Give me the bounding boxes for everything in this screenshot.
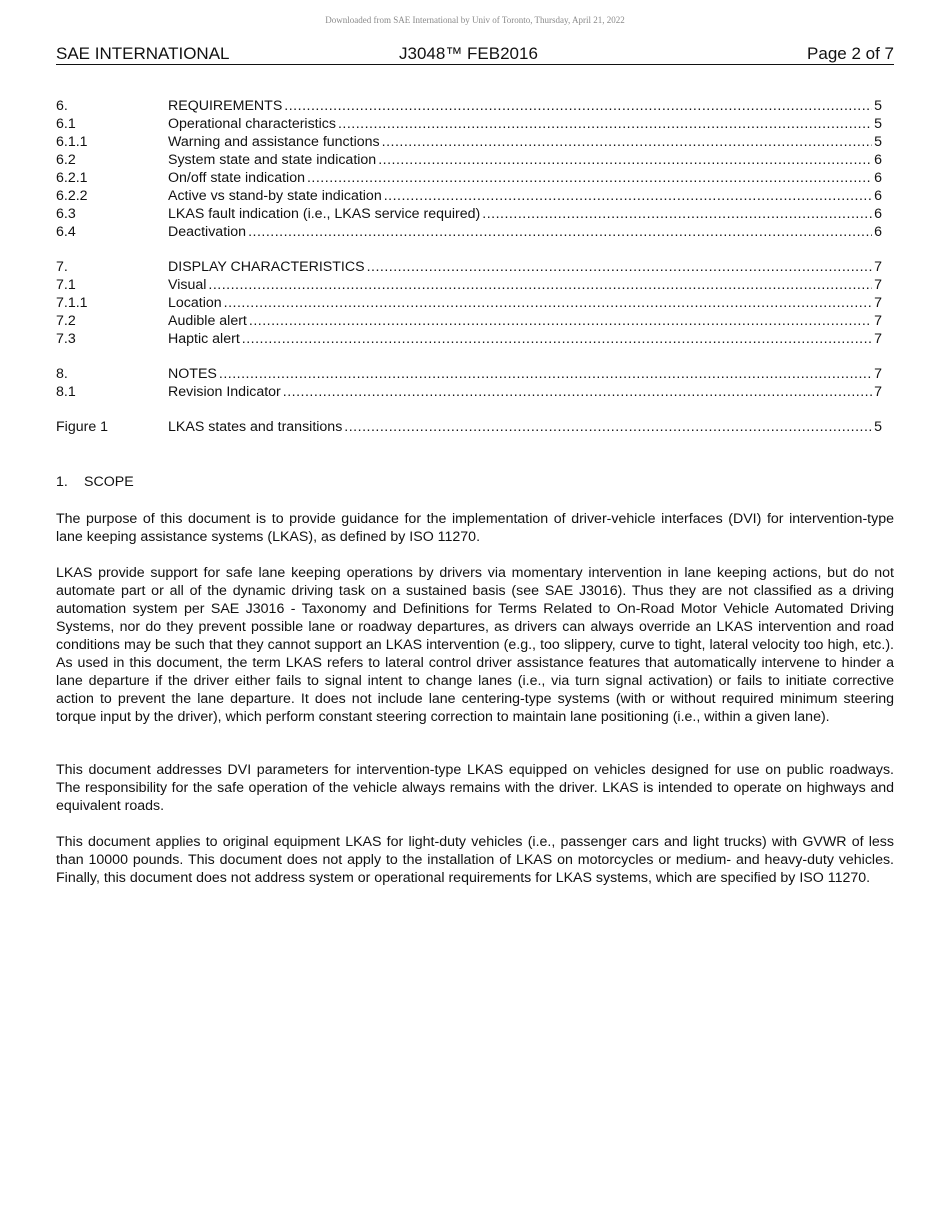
toc-title: Deactivation xyxy=(168,224,247,240)
toc-leader-dots xyxy=(338,115,872,133)
toc-spacer xyxy=(56,348,882,365)
toc-number: 7.1.1 xyxy=(56,295,88,311)
toc-number: 6.2.1 xyxy=(56,170,88,186)
toc-page: 5 xyxy=(874,98,882,114)
toc-entry[interactable] xyxy=(56,205,882,223)
toc-number: 6.2 xyxy=(56,152,76,168)
toc-leader-dots xyxy=(307,169,872,187)
toc-entry[interactable] xyxy=(56,312,882,330)
toc-title: System state and state indication xyxy=(168,152,377,168)
toc-entry[interactable] xyxy=(56,97,882,115)
toc-number: 7. xyxy=(56,259,68,275)
toc-title: NOTES xyxy=(168,366,217,382)
toc-figure-entry[interactable] xyxy=(56,418,882,436)
toc-leader-dots xyxy=(284,97,872,115)
toc-title: Active vs stand-by state indication xyxy=(168,188,382,204)
toc-title: LKAS states and transitions xyxy=(168,419,343,435)
toc-leader-dots xyxy=(384,187,872,205)
toc-page: 5 xyxy=(874,419,882,435)
toc-page: 7 xyxy=(874,384,882,400)
toc-leader-dots xyxy=(367,258,872,276)
toc-page: 7 xyxy=(874,259,882,275)
toc-page: 7 xyxy=(874,277,882,293)
toc-entry[interactable] xyxy=(56,383,882,401)
toc-leader-dots xyxy=(242,330,872,348)
toc-number: 6.1.1 xyxy=(56,134,88,150)
section-heading-scope xyxy=(56,473,134,491)
scope-paragraph: The purpose of this document is to provide guidance for the implementation of driver-vehicle interfaces (DVI) for intervention-type lane keeping assistance systems (LKAS), as defined by ISO 11270. xyxy=(56,511,894,545)
toc-page: 6 xyxy=(874,206,882,222)
section-title: SCOPE xyxy=(84,474,134,490)
toc-title: REQUIREMENTS xyxy=(168,98,283,114)
toc-title: LKAS fault indication (i.e., LKAS service required) xyxy=(168,206,481,222)
toc-leader-dots xyxy=(208,276,872,294)
page-header xyxy=(56,44,894,65)
toc-page: 7 xyxy=(874,331,882,347)
table-of-contents xyxy=(56,97,882,436)
toc-entry[interactable] xyxy=(56,223,882,241)
toc-entry[interactable] xyxy=(56,169,882,187)
toc-number: Figure 1 xyxy=(56,419,109,435)
toc-number: 6.1 xyxy=(56,116,76,132)
toc-number: 7.3 xyxy=(56,331,76,347)
toc-number: 7.1 xyxy=(56,277,76,293)
toc-number: 8. xyxy=(56,366,68,382)
download-watermark: Downloaded from SAE International by Univ of Toronto, Thursday, April 21, 2022 xyxy=(325,15,625,25)
toc-entry[interactable] xyxy=(56,133,882,151)
toc-page: 6 xyxy=(874,188,882,204)
scope-paragraph: LKAS provide support for safe lane keeping operations by drivers via momentary intervention in lane keeping actions, but do not automate part or all of the dynamic driving task on a sustained basis (see SAE J3016). Thus they are not classified as a driving automation system per SAE J3016 - Taxonomy and Definitions for Terms Related to On-Road Motor Vehicle Automated Driving Systems, nor do they prevent possible lane or roadway departures, as drivers can always override an LKAS intervention and road conditions may be such that they cannot support an LKAS intervention (e.g., too slippery, curve to tight, lateral velocity too high, etc.). As used in this document, the term LKAS refers to lateral control driver assistance features that automatically intervene to hinder a lane departure if the driver either fails to signal intent to change lanes (i.e., via turn signal activation) or fails to initiate corrective action to prevent the lane departure. It does not include lane centering-type systems (with or without required minimum steering torque input by the driver), which perform constant steering correction to maintain lane positioning (i.e., within a given lane). xyxy=(56,565,894,725)
toc-number: 7.2 xyxy=(56,313,76,329)
toc-title: Visual xyxy=(168,277,207,293)
toc-entry[interactable] xyxy=(56,330,882,348)
toc-title: Audible alert xyxy=(168,313,247,329)
toc-spacer xyxy=(56,241,882,258)
toc-number: 6.3 xyxy=(56,206,76,222)
toc-leader-dots xyxy=(249,312,872,330)
toc-leader-dots xyxy=(482,205,872,223)
toc-number: 6.4 xyxy=(56,224,76,240)
toc-number: 6.2.2 xyxy=(56,188,88,204)
toc-entry[interactable] xyxy=(56,276,882,294)
toc-entry[interactable] xyxy=(56,151,882,169)
toc-leader-dots xyxy=(283,383,872,401)
toc-leader-dots xyxy=(344,418,872,436)
toc-title: On/off state indication xyxy=(168,170,305,186)
toc-page: 7 xyxy=(874,366,882,382)
publisher-name: SAE INTERNATIONAL xyxy=(56,44,230,63)
page-number: Page 2 of 7 xyxy=(807,44,894,63)
toc-page: 6 xyxy=(874,170,882,186)
toc-leader-dots xyxy=(224,294,872,312)
toc-page: 6 xyxy=(874,152,882,168)
toc-title: DISPLAY CHARACTERISTICS xyxy=(168,259,365,275)
scope-paragraph: This document applies to original equipment LKAS for light-duty vehicles (i.e., passenger cars and light trucks) with GVWR of less than 10000 pounds. This document does not apply to the installation of LKAS on motorcycles or medium- and heavy-duty vehicles. Finally, this document does not address system or operational requirements for LKAS systems, which are specified by ISO 11270. xyxy=(56,834,894,886)
section-number: 1. xyxy=(56,474,68,490)
toc-title: Haptic alert xyxy=(168,331,240,347)
toc-page: 7 xyxy=(874,295,882,311)
toc-leader-dots xyxy=(248,223,872,241)
toc-entry[interactable] xyxy=(56,294,882,312)
toc-leader-dots xyxy=(219,365,872,383)
toc-number: 6. xyxy=(56,98,68,114)
toc-leader-dots xyxy=(378,151,872,169)
toc-title: Location xyxy=(168,295,222,311)
toc-number: 8.1 xyxy=(56,384,76,400)
toc-entry[interactable] xyxy=(56,187,882,205)
scope-paragraph: This document addresses DVI parameters for intervention-type LKAS equipped on vehicles designed for use on public roadways. The responsibility for the safe operation of the vehicle always remains with the driver. LKAS is intended to operate on highways and equivalent roads. xyxy=(56,762,894,814)
toc-page: 7 xyxy=(874,313,882,329)
toc-title: Revision Indicator xyxy=(168,384,281,400)
document-id: J3048™ FEB2016 xyxy=(399,44,538,63)
toc-page: 6 xyxy=(874,224,882,240)
toc-title: Warning and assistance functions xyxy=(168,134,380,150)
toc-page: 5 xyxy=(874,116,882,132)
toc-page: 5 xyxy=(874,134,882,150)
toc-leader-dots xyxy=(382,133,872,151)
toc-entry[interactable] xyxy=(56,115,882,133)
toc-spacer xyxy=(56,401,882,418)
toc-entry[interactable] xyxy=(56,365,882,383)
toc-title: Operational characteristics xyxy=(168,116,336,132)
toc-entry[interactable] xyxy=(56,258,882,276)
